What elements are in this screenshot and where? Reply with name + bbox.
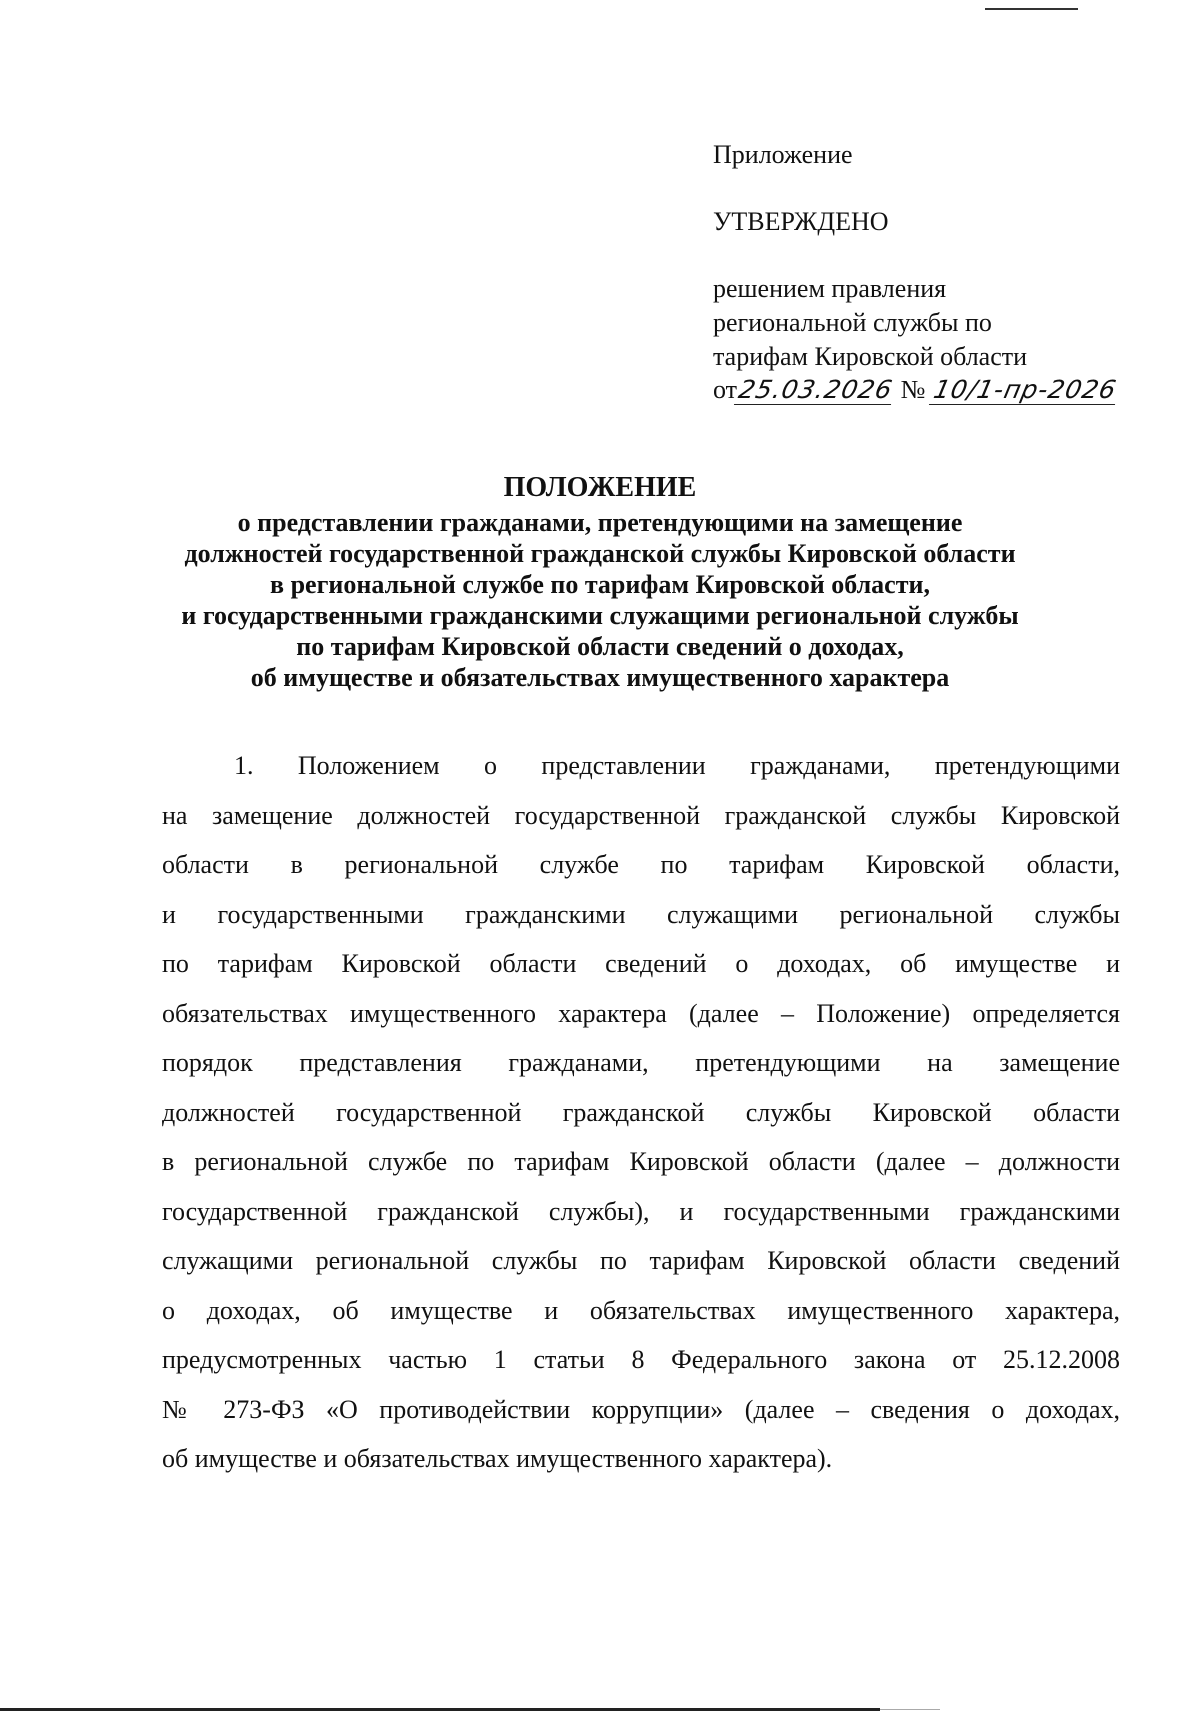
- body-line: служащими региональной службы по тарифам Кировской области сведений: [162, 1246, 1120, 1275]
- decision-line: решением правления: [713, 274, 947, 303]
- scan-edge-mark-bottom-faint: [880, 1709, 940, 1710]
- body-line: 1. Положением о представлении гражданами, претендующими: [234, 751, 1120, 780]
- scan-edge-mark-top: [985, 8, 1078, 10]
- subtitle-line: об имуществе и обязательствах имущественного характера: [250, 663, 950, 692]
- approved-label: УТВЕРЖДЕНО: [713, 207, 889, 236]
- body-line: об имуществе и обязательствах имущественного характера).: [162, 1444, 833, 1473]
- handwritten-number: 10/1-пр-2026: [929, 376, 1121, 405]
- body-line: обязательствах имущественного характера (далее – Положение) определяется: [162, 998, 1120, 1028]
- appendix-label: Приложение: [713, 140, 853, 169]
- decision-line: тарифам Кировской области: [713, 342, 1028, 371]
- subtitle-line: о представлении гражданами, претендующими на замещение: [237, 508, 963, 537]
- subtitle-line: и государственными гражданскими служащими региональной службы: [181, 601, 1019, 630]
- decision-block: [713, 272, 1027, 374]
- subtitle-line: в региональной службе по тарифам Кировской области,: [270, 570, 930, 599]
- body-line: о доходах, об имуществе и обязательствах имущественного характера,: [162, 1295, 1120, 1325]
- body-line: должностей государственной гражданской службы Кировской области: [162, 1097, 1120, 1127]
- scan-edge-mark-bottom: [0, 1708, 880, 1711]
- subtitle-line: по тарифам Кировской области сведений о доходах,: [296, 632, 904, 661]
- body-line: на замещение должностей государственной гражданской службы Кировской: [162, 800, 1120, 830]
- subtitle-line: должностей государственной гражданской службы Кировской области: [184, 539, 1016, 568]
- body-line: и государственными гражданскими служащими региональной службы: [162, 899, 1120, 929]
- decision-date-number: [713, 373, 1118, 407]
- body-line: государственной гражданской службы), и государственными гражданскими: [162, 1196, 1120, 1226]
- body-line: предусмотренных частью 1 статьи 8 Федерального закона от 25.12.2008: [162, 1345, 1120, 1374]
- date-prefix: от: [713, 375, 738, 404]
- body-line: порядок представления гражданами, претендующими на замещение: [162, 1048, 1120, 1077]
- document-title: ПОЛОЖЕНИЕ: [503, 472, 697, 503]
- paragraph-1: [162, 741, 1120, 1484]
- handwritten-date: 25.03.2026: [734, 376, 897, 405]
- body-line: по тарифам Кировской области сведений о доходах, об имуществе и: [162, 949, 1120, 978]
- decision-line: региональной службы по: [713, 308, 992, 337]
- body-line: в региональной службе по тарифам Кировской области (далее – должности: [162, 1147, 1120, 1176]
- number-prefix: №: [900, 375, 926, 404]
- body-line: № 273-ФЗ «О противодействии коррупции» (далее – сведения о доходах,: [162, 1394, 1120, 1424]
- document-heading: [80, 472, 1120, 693]
- body-line: области в региональной службе по тарифам Кировской области,: [162, 850, 1120, 879]
